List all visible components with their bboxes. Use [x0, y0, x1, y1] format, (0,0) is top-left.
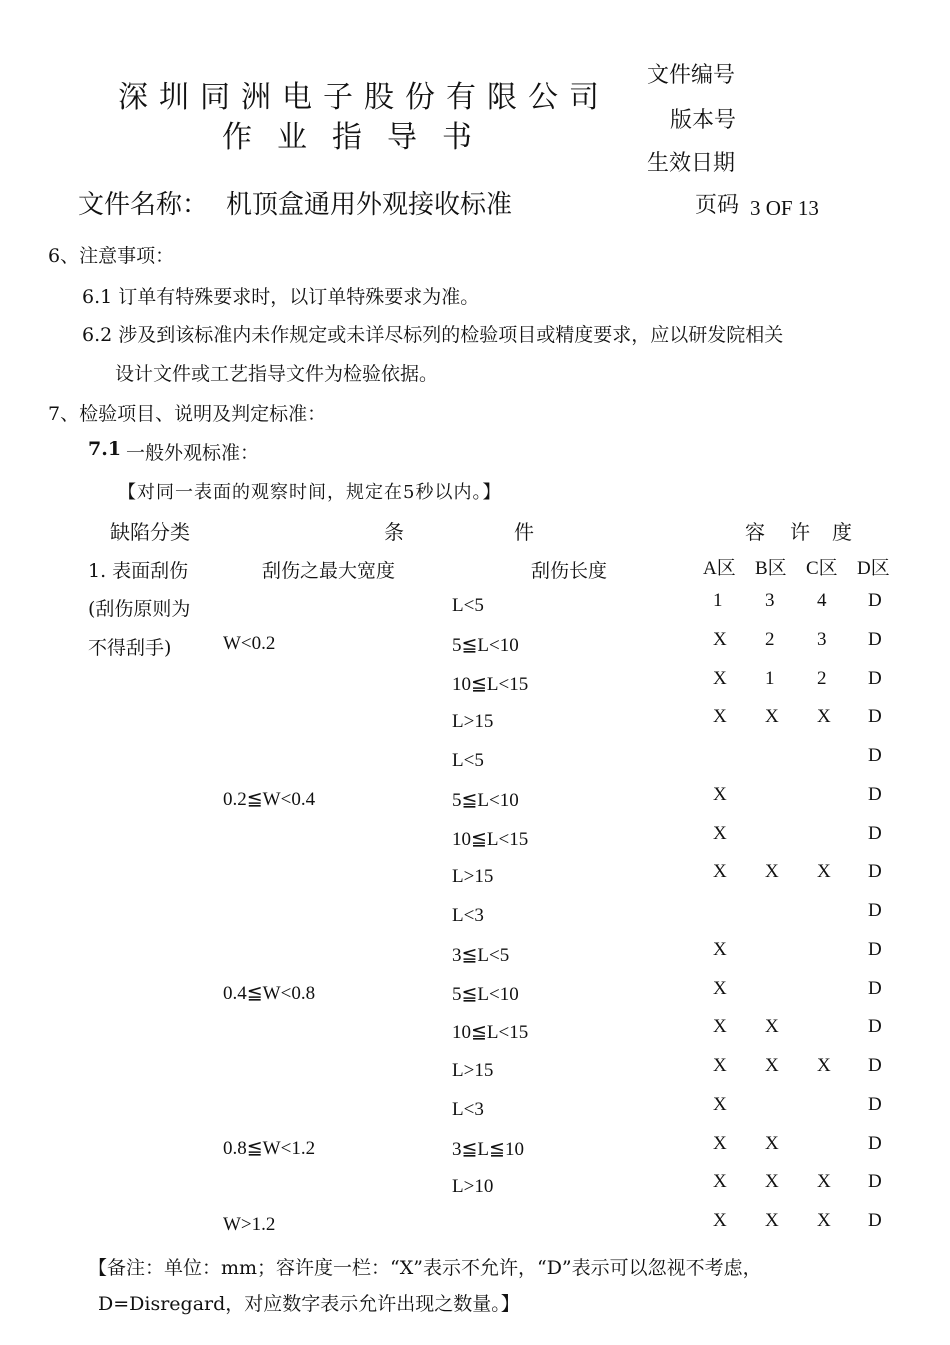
width-range-label: 0.8≦W<1.2: [223, 1138, 316, 1159]
length-cell: 10≦L<15: [452, 1022, 529, 1043]
observation-time-note: 【对同一表面的观察时间，规定在5秒以内。】: [118, 482, 502, 503]
effective-date-label: 生效日期: [647, 151, 736, 176]
length-cell: 10≦L<15: [452, 674, 529, 695]
zone-b-cell: X: [765, 1016, 779, 1037]
zone-c-cell: X: [817, 1210, 831, 1231]
file-number-label: 文件编号: [647, 63, 736, 88]
zone-d-cell: D: [868, 1133, 882, 1154]
zone-d-header: D区: [857, 558, 890, 579]
zone-d-cell: D: [868, 861, 882, 882]
width-range-label: 0.2≦W<0.4: [223, 789, 316, 810]
zone-a-cell: 1: [713, 590, 723, 611]
zone-c-header: C区: [806, 558, 838, 579]
zone-a-cell: X: [713, 1016, 727, 1037]
max-width-header: 刮伤之最大宽度: [262, 560, 396, 582]
page-label: 页码: [695, 193, 740, 218]
zone-a-cell: X: [713, 823, 727, 844]
length-cell: L<3: [452, 905, 484, 926]
zone-a-cell: X: [713, 1094, 727, 1115]
zone-a-cell: X: [713, 629, 727, 650]
zone-d-cell: D: [868, 939, 882, 960]
zone-b-cell: X: [765, 706, 779, 727]
section-7-title: 7、检验项目、说明及判定标准：: [48, 403, 327, 425]
length-cell: L<5: [452, 595, 484, 616]
zone-b-cell: X: [765, 1133, 779, 1154]
file-name-label: 文件名称：: [78, 190, 209, 220]
zone-a-cell: X: [713, 861, 727, 882]
zone-d-cell: D: [868, 784, 882, 805]
length-cell: 5≦L<10: [452, 790, 519, 811]
length-cell: 3≦L≦10: [452, 1139, 524, 1160]
section-6-2-line1: 6.2 涉及到该标准内未作规定或未详尽标列的检验项目或精度要求，应以研发院相关: [82, 324, 784, 346]
length-cell: 3≦L<5: [452, 945, 510, 966]
section-6-1: 6.1 订单有特殊要求时，以订单特殊要求为准。: [82, 286, 480, 308]
zone-a-header: A区: [703, 558, 736, 579]
file-name-value: 机顶盒通用外观接收标准: [226, 190, 513, 220]
width-range-label: 0.4≦W<0.8: [223, 983, 316, 1004]
condition-header-1: 条: [384, 520, 404, 544]
defect-type-line3: 不得刮手): [88, 637, 172, 659]
section-7-1-number: 7.1: [88, 438, 122, 460]
length-cell: 5≦L<10: [452, 635, 519, 656]
zone-c-cell: 4: [817, 590, 827, 611]
zone-d-cell: D: [868, 590, 882, 611]
zone-b-header: B区: [755, 558, 787, 579]
zone-b-cell: 3: [765, 590, 775, 611]
zone-d-cell: D: [868, 1171, 882, 1192]
remark-line1: 【备注：单位：mm；容许度一栏：“X”表示不允许，“D”表示可以忽视不考虑，: [88, 1257, 762, 1279]
zone-d-cell: D: [868, 823, 882, 844]
defect-category-header: 缺陷分类: [110, 520, 190, 544]
tolerance-header-1: 容: [745, 520, 765, 544]
section-6-2-line2: 设计文件或工艺指导文件为检验依据。: [115, 363, 439, 385]
zone-a-cell: X: [713, 1210, 727, 1231]
length-cell: L>15: [452, 1060, 494, 1081]
tolerance-header-2: 许: [790, 520, 810, 544]
zone-b-cell: X: [765, 1210, 779, 1231]
zone-a-cell: X: [713, 1171, 727, 1192]
width-range-label: W<0.2: [223, 633, 276, 654]
zone-b-cell: X: [765, 1055, 779, 1076]
zone-a-cell: X: [713, 1055, 727, 1076]
zone-d-cell: D: [868, 900, 882, 921]
length-cell: 5≦L<10: [452, 984, 519, 1005]
zone-a-cell: X: [713, 784, 727, 805]
zone-d-cell: D: [868, 1094, 882, 1115]
length-cell: 10≦L<15: [452, 829, 529, 850]
zone-b-cell: 1: [765, 668, 775, 689]
condition-header-2: 件: [514, 520, 534, 544]
zone-d-cell: D: [868, 668, 882, 689]
length-cell: L>10: [452, 1176, 494, 1197]
zone-c-cell: X: [817, 1171, 831, 1192]
length-cell: L>15: [452, 711, 494, 732]
zone-a-cell: X: [713, 1133, 727, 1154]
length-cell: L<3: [452, 1099, 484, 1120]
page-number: 3 OF 13: [750, 196, 819, 220]
tolerance-header-3: 度: [832, 520, 852, 544]
zone-c-cell: X: [817, 1055, 831, 1076]
defect-type-line2: (刮伤原则为: [88, 598, 191, 620]
length-cell: L<5: [452, 750, 484, 771]
width-range-label: W>1.2: [223, 1214, 276, 1235]
zone-a-cell: X: [713, 706, 727, 727]
length-cell: L>15: [452, 866, 494, 887]
length-header: 刮伤长度: [531, 560, 608, 582]
zone-b-cell: 2: [765, 629, 775, 650]
zone-d-cell: D: [868, 1016, 882, 1037]
zone-c-cell: X: [817, 706, 831, 727]
company-name: 深圳同洲电子股份有限公司: [118, 80, 610, 115]
zone-c-cell: X: [817, 861, 831, 882]
remark-line2: D=Disregard，对应数字表示允许出现之数量。】: [98, 1293, 520, 1315]
zone-b-cell: X: [765, 861, 779, 882]
zone-a-cell: X: [713, 668, 727, 689]
section-7-1-title: 一般外观标准：: [126, 442, 260, 464]
defect-type-line1: 1. 表面刮伤: [88, 560, 189, 582]
zone-d-cell: D: [868, 978, 882, 999]
zone-d-cell: D: [868, 706, 882, 727]
zone-c-cell: 3: [817, 629, 827, 650]
zone-d-cell: D: [868, 629, 882, 650]
version-label: 版本号: [670, 108, 737, 133]
document-title: 作业指导书: [222, 120, 497, 155]
zone-c-cell: 2: [817, 668, 827, 689]
zone-b-cell: X: [765, 1171, 779, 1192]
section-6-title: 6、注意事项：: [48, 245, 175, 267]
zone-d-cell: D: [868, 1055, 882, 1076]
zone-a-cell: X: [713, 978, 727, 999]
zone-d-cell: D: [868, 745, 882, 766]
zone-a-cell: X: [713, 939, 727, 960]
zone-d-cell: D: [868, 1210, 882, 1231]
